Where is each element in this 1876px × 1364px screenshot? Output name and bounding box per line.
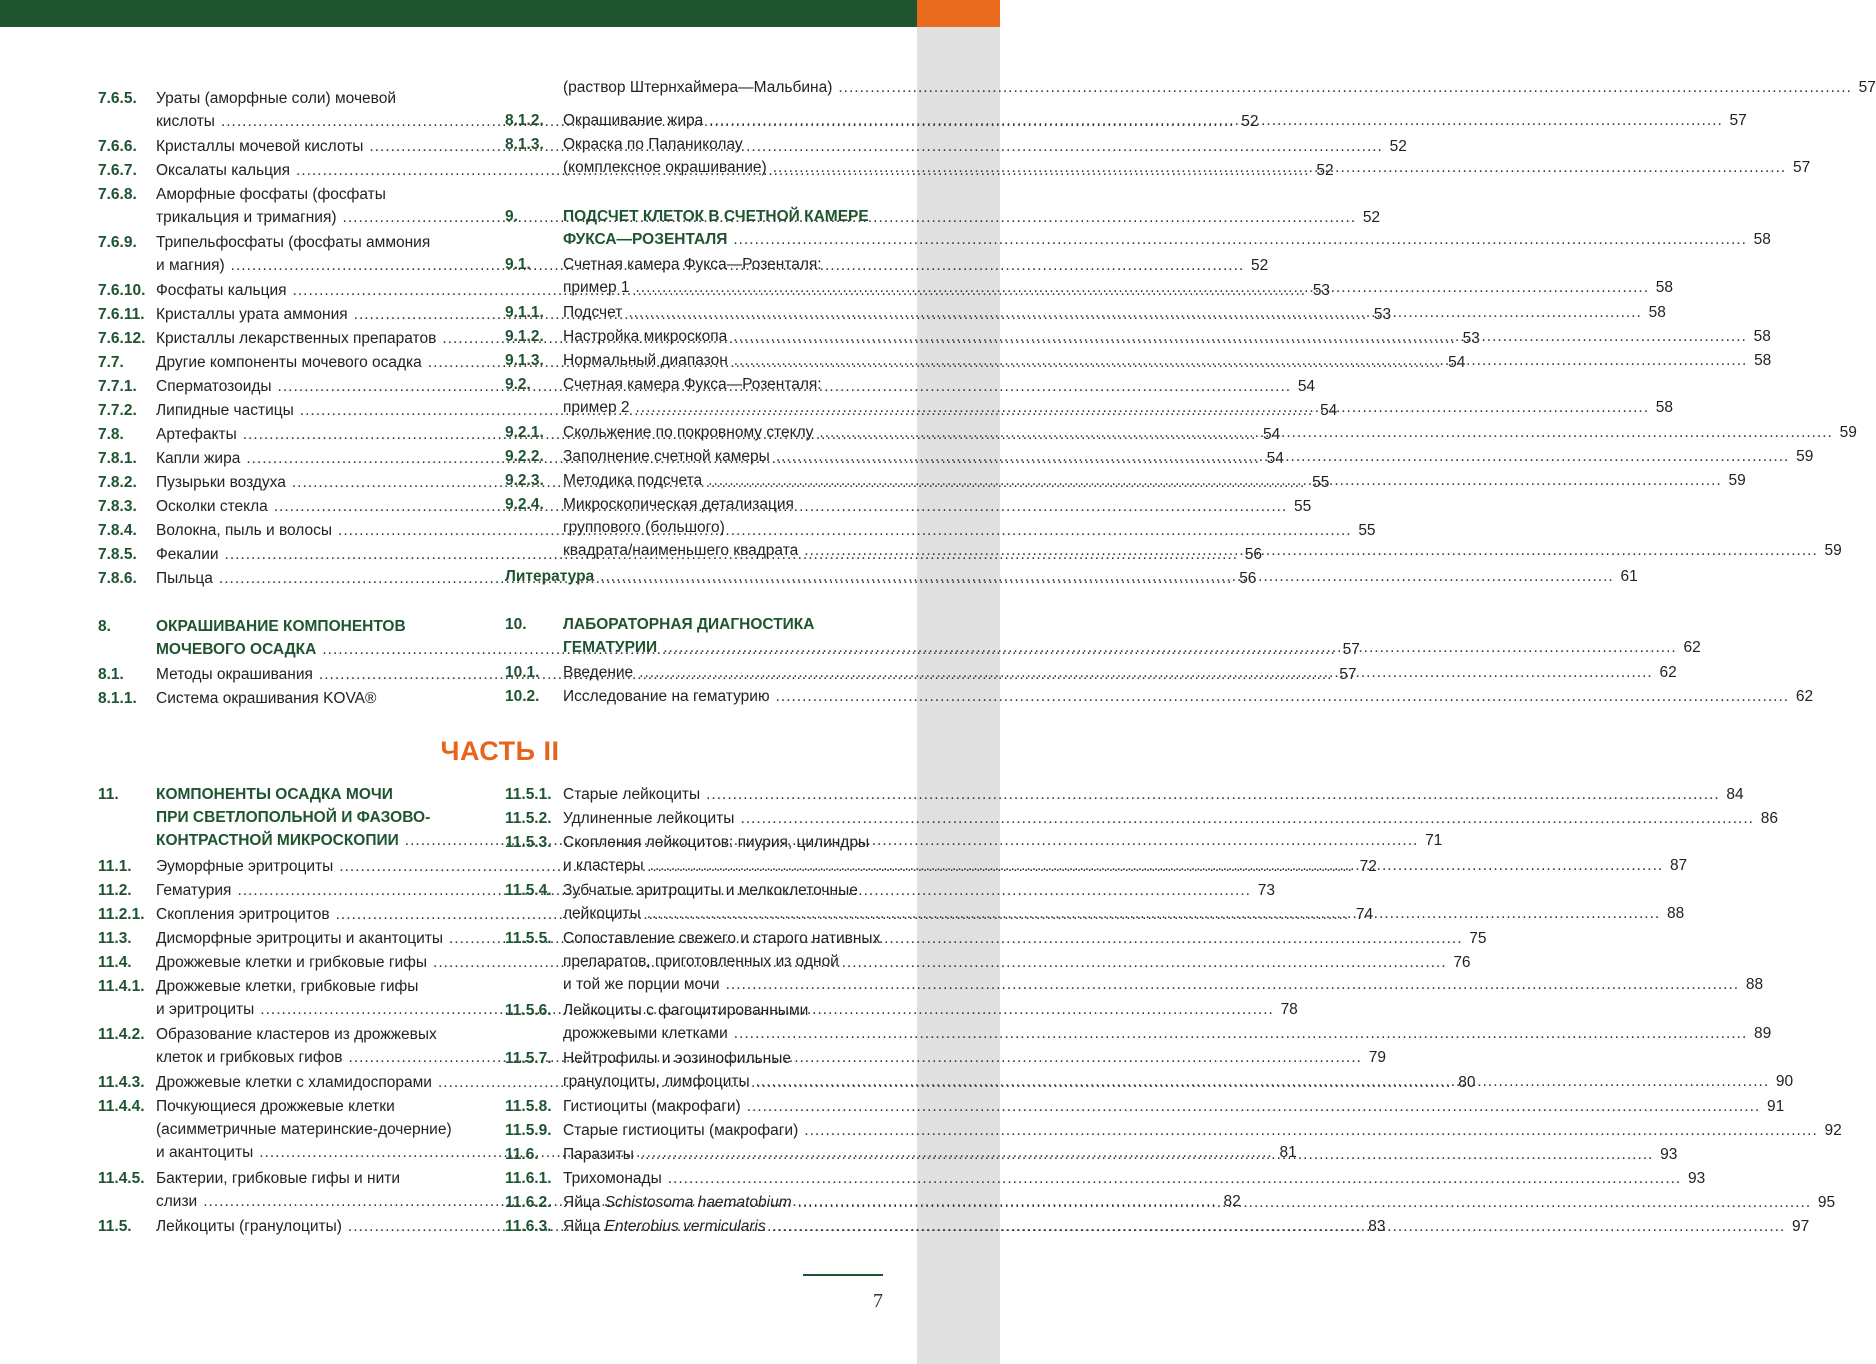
- toc-leader-dots: [733, 325, 1747, 348]
- toc-page-number: 75: [1469, 930, 1487, 947]
- toc-entry-number: 8.1.3.: [505, 136, 544, 153]
- toc-entry-number: 11.5.6.: [505, 1002, 552, 1019]
- toc-entry-title: КОНТРАСТНОЙ МИКРОСКОПИИ: [156, 832, 399, 849]
- toc-entry-title: Сперматозоиды: [156, 378, 272, 395]
- toc-entry-title: КОМПОНЕНТЫ ОСАДКА МОЧИ: [156, 786, 393, 803]
- toc-entry-title: Система окрашивания KOVA®: [156, 690, 377, 707]
- toc-entry-title: Введение: [563, 664, 634, 681]
- toc-leader-dots: [747, 1095, 1761, 1118]
- toc-leader-dots: [636, 276, 1650, 299]
- toc-entry-title: Исследование на гематурию: [563, 688, 770, 705]
- toc-entry[interactable]: [505, 783, 1744, 806]
- toc-entry-number: 11.5.5.: [505, 930, 552, 947]
- toc-entry-number: 11.3.: [98, 930, 132, 947]
- toc-leader-dots: [708, 469, 1722, 492]
- toc-leader-dots: [640, 1143, 1654, 1166]
- toc-entry-title: Трипельфосфаты (фосфаты аммония: [156, 234, 431, 251]
- toc-entry-title: Микроскопическая детализация: [563, 496, 794, 513]
- toc-page-number: 62: [1659, 664, 1677, 681]
- toc-entry-title: Фекалии: [156, 546, 219, 563]
- header-orange-tab: [917, 0, 1000, 27]
- toc-page-number: 91: [1766, 1098, 1785, 1115]
- toc-entry-number: 7.8.6.: [98, 570, 137, 587]
- toc-leader-dots: [772, 1215, 1786, 1238]
- toc-page-number: 55: [1358, 522, 1376, 539]
- toc-entry-number: 7.6.8.: [98, 186, 137, 203]
- toc-page-number: 84: [1726, 786, 1744, 803]
- toc-leader-dots: [628, 301, 1642, 324]
- toc-entry-title: Методы окрашивания: [156, 666, 313, 683]
- toc-entry-title: Заполнение счетной камеры: [563, 448, 770, 465]
- toc-page-number: 52: [1250, 257, 1269, 274]
- toc-entry-title: Нормальный диапазон: [563, 352, 728, 369]
- header-green-bar: [0, 0, 917, 27]
- toc-entry-number: 8.1.1.: [98, 690, 137, 707]
- toc-entry-number: 9.2.2.: [505, 448, 544, 465]
- toc-page-number: 54: [1297, 378, 1316, 395]
- toc-entry-number: 11.6.1.: [505, 1170, 552, 1187]
- toc-entry-number: 11.5.2.: [505, 810, 552, 827]
- toc-page-number: 80: [1458, 1074, 1476, 1091]
- toc-leader-dots: [798, 1191, 1812, 1214]
- toc-page-number: 59: [1839, 424, 1857, 441]
- toc-entry-title: лейкоциты: [563, 905, 641, 922]
- toc-entry-title: Пузырьки воздуха: [156, 474, 286, 491]
- toc-page-number: 59: [1796, 448, 1814, 465]
- toc-entry-title: Кристаллы урата аммония: [156, 306, 348, 323]
- toc-page-number: 73: [1257, 882, 1275, 899]
- toc-entry-title: ПРИ СВЕТЛОПОЛЬНОЙ И ФАЗОВО-: [156, 809, 431, 826]
- toc-entry-number: 11.5.9.: [505, 1122, 552, 1139]
- toc-entry-title: Гематурия: [156, 882, 232, 899]
- toc-entry-number: 10.1.: [505, 664, 540, 681]
- toc-page-number: 52: [1241, 113, 1259, 130]
- toc-entry-title: Дрожжевые клетки, грибковые гифы: [156, 978, 419, 995]
- toc-entry-number: 11.5.7.: [505, 1050, 552, 1067]
- toc-page-number: 54: [1320, 402, 1338, 419]
- toc-leader-dots: [804, 1119, 1818, 1142]
- toc-page-number: 59: [1824, 542, 1842, 559]
- toc-leader-dots: [756, 1070, 1770, 1093]
- toc-entry-number: 9.1.3.: [505, 352, 544, 369]
- toc-entry-number: 7.8.5.: [98, 546, 137, 563]
- toc-entry-title: группового (большого): [563, 519, 725, 536]
- toc-entry-title: Скопления лейкоцитов: пиурия, цилиндры: [563, 834, 870, 851]
- toc-entry-title: Бактерии, грибковые гифы и нити: [156, 1170, 400, 1187]
- toc-page-number: 57: [1792, 159, 1811, 176]
- toc-entry-number: 11.4.3.: [98, 1074, 145, 1091]
- toc-page-number: 62: [1795, 688, 1814, 705]
- toc-entry-number: 9.1.2.: [505, 328, 544, 345]
- toc-page-number: 61: [1620, 568, 1638, 585]
- toc-entry-number: 11.4.2.: [98, 1026, 145, 1043]
- toc-entry-title: Паразиты: [563, 1146, 634, 1163]
- toc-entry-title: Сопоставление свежего и старого нативных: [563, 930, 881, 947]
- toc-leader-dots: [804, 539, 1818, 562]
- toc-entry-number: 9.2.1.: [505, 424, 544, 441]
- toc-entry-title: Фосфаты кальция: [156, 282, 287, 299]
- toc-page-number: 90: [1775, 1073, 1794, 1090]
- toc-entry-title: Окрашивание жира: [563, 112, 704, 129]
- toc-entry-number: 11.4.5.: [98, 1170, 145, 1187]
- toc-leader-dots: [663, 636, 1677, 659]
- toc-entry-number: 7.7.1.: [98, 378, 137, 395]
- toc-entry-title: Дисморфные эритроциты и акантоциты: [156, 930, 443, 947]
- toc-entry-number: 9.1.1.: [505, 304, 544, 321]
- toc-entry-title: и акантоциты: [156, 1144, 254, 1161]
- toc-entry-title: Лейкоциты с фагоцитированными: [563, 1002, 809, 1019]
- toc-page-number: 81: [1279, 1144, 1297, 1161]
- toc-leader-dots: [706, 783, 1720, 806]
- toc-leader-dots: [819, 421, 1833, 444]
- toc-leader-dots: [709, 109, 1723, 132]
- toc-entry-number: 11.4.1.: [98, 978, 145, 995]
- toc-page-number: 62: [1683, 639, 1701, 656]
- toc-entry-title: Лейкоциты (гранулоциты): [156, 1218, 342, 1235]
- part-title: ЧАСТЬ II: [440, 736, 560, 766]
- toc-entry-title: Зубчатые эритроциты и мелкоклеточные: [563, 882, 858, 899]
- toc-entry-number: 11.4.4.: [98, 1098, 145, 1115]
- toc-page-number: 87: [1669, 857, 1688, 874]
- toc-entry[interactable]: [505, 1119, 1842, 1142]
- toc-entry-number: 7.8.: [98, 426, 124, 443]
- toc-entry-title: Дрожжевые клетки и грибковые гифы: [156, 954, 428, 971]
- toc-page-number: 56: [1244, 546, 1263, 563]
- toc-page-number: 97: [1792, 1218, 1810, 1235]
- toc-entry-title: пример 1: [563, 279, 630, 296]
- toc-entry-title: квадрата/наименьшего квадрата: [563, 542, 799, 559]
- toc-entry[interactable]: [505, 1167, 1706, 1190]
- toc-leader-dots: [773, 156, 1787, 179]
- toc-entry-title: Трихомонады: [563, 1170, 662, 1187]
- toc-entry-title: Липидные частицы: [156, 402, 294, 419]
- toc-entry-title: Эуморфные эритроциты: [156, 858, 334, 875]
- toc-entry-title: дрожжевыми клетками: [563, 1025, 728, 1042]
- toc-entry-title: Яйца Schistosoma haematobium: [563, 1194, 792, 1211]
- toc-entry-title: Кристаллы мочевой кислоты: [156, 138, 364, 155]
- toc-entry[interactable]: [505, 807, 1778, 830]
- toc-page-number: 53: [1462, 330, 1480, 347]
- toc-entry-number: 7.6.10.: [98, 282, 146, 299]
- toc-entry-title: Подсчет: [563, 304, 623, 321]
- toc-entry-title: гранулоциты, лимфоциты: [563, 1073, 750, 1090]
- toc-entry-title: и кластеры: [563, 857, 644, 874]
- toc-page-number: 79: [1368, 1049, 1386, 1066]
- toc-entry-number: 11.5.1.: [505, 786, 552, 803]
- toc-leader-dots: [639, 661, 1653, 684]
- toc-entry-title: (асимметричные материнские-дочерние): [156, 1121, 452, 1138]
- toc-page-number: 86: [1760, 810, 1778, 827]
- toc-entry-title: пример 2: [563, 399, 630, 416]
- toc-entry-title: Волокна, пыль и волосы: [156, 522, 333, 539]
- toc-entry-title: препаратов, приготовленных из одной: [563, 953, 839, 970]
- toc-page-number: 58: [1753, 328, 1771, 345]
- toc-entry-title: Оксалаты кальция: [156, 162, 291, 179]
- toc-leader-dots: [734, 1022, 1748, 1045]
- toc-entry-title: Яйца Enterobius vermicularis: [563, 1218, 766, 1235]
- toc-page-number: 74: [1355, 906, 1374, 923]
- toc-entry-number: 7.8.2.: [98, 474, 137, 491]
- toc-entry-number: 7.6.9.: [98, 234, 137, 251]
- toc-entry-number: 10.: [505, 616, 527, 633]
- toc-leader-dots: [650, 854, 1664, 877]
- toc-page-number: 54: [1266, 450, 1284, 467]
- toc-entry-title: Скопления эритроцитов: [156, 906, 330, 923]
- toc-entry-number: 11.2.: [98, 882, 132, 899]
- toc-page-number: 55: [1312, 474, 1330, 491]
- toc-page-number: 89: [1754, 1025, 1772, 1042]
- toc-page-number: 57: [1342, 641, 1360, 658]
- toc-leader-dots: [600, 565, 1614, 588]
- toc-entry-number: 8.1.2.: [505, 112, 544, 129]
- toc-page-number: 82: [1223, 1193, 1241, 1210]
- toc-entry-title: Старые лейкоциты: [563, 786, 701, 803]
- toc-entry-number: 9.2.4.: [505, 496, 544, 513]
- toc-entry-title: ОКРАШИВАНИЕ КОМПОНЕНТОВ: [156, 618, 406, 635]
- toc-entry-title: МОЧЕВОГО ОСАДКА: [156, 641, 317, 658]
- toc-entry-number: 11.5.: [98, 1218, 132, 1235]
- toc-page-number: 58: [1753, 231, 1771, 248]
- toc-entry-title: Скольжение по покровному стеклу: [563, 424, 814, 441]
- toc-entry-number: 7.8.4.: [98, 522, 137, 539]
- toc-entry-number: 7.8.3.: [98, 498, 137, 515]
- toc-page-number: 88: [1745, 976, 1764, 993]
- toc-entry-title: Почкующиеся дрожжевые клетки: [156, 1098, 395, 1115]
- toc-entry-title: кислоты: [156, 113, 215, 130]
- page-number: 7: [873, 1290, 883, 1312]
- toc-entry-number: 11.5.3.: [505, 834, 552, 851]
- toc-entry[interactable]: [98, 687, 476, 710]
- toc-page-number: 58: [1648, 304, 1666, 321]
- toc-leader-dots: [734, 349, 1748, 372]
- toc-entry-number: 9.2.: [505, 376, 531, 393]
- toc-entry-title: ПОДСЧЕТ КЛЕТОК В СЧЕТНОЙ КАМЕРЕ: [563, 208, 869, 225]
- toc-entry-title: (раствор Штернхаймера—Мальбина): [563, 79, 833, 96]
- toc-page-number: 58: [1655, 399, 1674, 416]
- toc-leader-dots: [636, 396, 1650, 419]
- toc-entry-number: 7.6.6.: [98, 138, 137, 155]
- toc-entry-title: Гистиоциты (макрофаги): [563, 1098, 741, 1115]
- toc-leader-dots: [726, 973, 1740, 996]
- toc-entry-title: Дрожжевые клетки с хламидоспорами: [156, 1074, 432, 1091]
- toc-page-number: 83: [1368, 1218, 1386, 1235]
- toc-entry-title: Ураты (аморфные соли) мочевой: [156, 90, 397, 107]
- toc-page-number: 53: [1373, 306, 1392, 323]
- toc-entry-title: Старые гистиоциты (макрофаги): [563, 1122, 799, 1139]
- toc-page-number: 93: [1660, 1146, 1678, 1163]
- toc-leader-dots: [740, 807, 1754, 830]
- toc-leader-dots: [733, 228, 1747, 251]
- toc-page-number: 52: [1316, 162, 1334, 179]
- toc-page-number: 78: [1280, 1001, 1298, 1018]
- toc-entry-number: 11.5.8.: [505, 1098, 552, 1115]
- toc-entry-number: 8.1.: [98, 666, 124, 683]
- toc-page-number: 59: [1728, 472, 1746, 489]
- toc-entry-number: 9.: [505, 208, 518, 225]
- toc-entry-title: Пыльца: [156, 570, 213, 587]
- toc-entry-title: Счетная камера Фукса—Розенталя:: [563, 256, 822, 273]
- toc-entry-number: 10.2.: [505, 688, 540, 705]
- toc-page-number: 95: [1817, 1194, 1836, 1211]
- toc-page-number: 52: [1362, 209, 1381, 226]
- toc-page-number: 71: [1425, 832, 1443, 849]
- toc-entry-number: 11.1.: [98, 858, 132, 875]
- toc-entry-number: 9.2.3.: [505, 472, 544, 489]
- toc-entry-title: Другие компоненты мочевого осадка: [156, 354, 422, 371]
- toc-entry-title: Осколки стекла: [156, 498, 268, 515]
- toc-entry-title: ГЕМАТУРИИ: [563, 639, 658, 656]
- toc-entry-number: 7.7.2.: [98, 402, 137, 419]
- toc-page-number: 56: [1239, 570, 1257, 587]
- toc-entry-title: Удлиненные лейкоциты: [563, 810, 735, 827]
- toc-entry-title: (комплексное окрашивание): [563, 159, 767, 176]
- toc-page-number: 57: [1339, 666, 1357, 683]
- toc-page-number: 72: [1359, 858, 1377, 875]
- toc-entry-title: трикальция и тримагния): [156, 209, 337, 226]
- toc-entry-number: 7.6.12.: [98, 330, 146, 347]
- toc-page-number: 58: [1754, 352, 1772, 369]
- toc-entry-title: ФУКСА—РОЗЕНТАЛЯ: [563, 231, 728, 248]
- toc-page-number: 92: [1824, 1122, 1842, 1139]
- toc-page-number: 57: [1858, 79, 1876, 96]
- toc-entry[interactable]: [505, 76, 1876, 99]
- toc-entry-number: 8.: [98, 618, 111, 635]
- toc-entry-title: Образование кластеров из дрожжевых: [156, 1026, 437, 1043]
- toc-entry-title: Настройка микроскопа: [563, 328, 728, 345]
- toc-entry-number: 11.4.: [98, 954, 132, 971]
- toc-entry[interactable]: [505, 1095, 1785, 1118]
- toc-page-number: 93: [1688, 1170, 1706, 1187]
- toc-entry-number: 11.6.3.: [505, 1218, 552, 1235]
- toc-entry-number: 7.6.5.: [98, 90, 137, 107]
- toc-page-number: 54: [1448, 354, 1466, 371]
- toc-entry-title: ЛАБОРАТОРНАЯ ДИАГНОСТИКА: [563, 616, 815, 633]
- toc-entry-number: 7.8.1.: [98, 450, 137, 467]
- toc-entry-title: и той же порции мочи: [563, 976, 720, 993]
- toc-entry-number: 11.6.: [505, 1146, 539, 1163]
- toc-entry-number: 11.: [98, 786, 119, 803]
- toc-entry-title: Методика подсчета: [563, 472, 703, 489]
- toc-leader-dots: [838, 76, 1852, 99]
- toc-page-number: 55: [1294, 498, 1312, 515]
- toc-entry-title: клеток и грибковых гифов: [156, 1049, 343, 1066]
- toc-entry-title: и эритроциты: [156, 1001, 255, 1018]
- toc-entry-title: и магния): [156, 257, 225, 274]
- toc-page-number: 76: [1453, 954, 1471, 971]
- toc-entry-number: 11.6.2.: [505, 1194, 552, 1211]
- toc-entry-number: 7.6.7.: [98, 162, 137, 179]
- toc-entry-title: Капли жира: [156, 450, 241, 467]
- toc-entry-number: 11.2.1.: [98, 906, 145, 923]
- toc-page-number: 52: [1389, 138, 1407, 155]
- toc-entry-number: 7.6.11.: [98, 306, 145, 323]
- footer-rule: [803, 1274, 883, 1276]
- toc-leader-dots: [776, 445, 1790, 468]
- toc-entry-title: Нейтрофилы и эозинофильные: [563, 1050, 792, 1067]
- toc-leader-dots: [647, 902, 1661, 925]
- toc-page-number: 88: [1666, 905, 1685, 922]
- toc-entry-number: 7.7.: [98, 354, 124, 371]
- toc-entry[interactable]: [505, 685, 1814, 708]
- toc-page-number: 54: [1263, 426, 1281, 443]
- toc-entry-title: слизи: [156, 1193, 198, 1210]
- toc-entry-number: 11.5.4.: [505, 882, 552, 899]
- toc-page-number: 57: [1729, 112, 1747, 129]
- toc-entry-title: Литература: [505, 568, 595, 585]
- toc-entry-title: Аморфные фосфаты (фосфаты: [156, 186, 386, 203]
- toc-leader-dots: [668, 1167, 1682, 1190]
- toc-entry-title: Окраска по Папаниколау: [563, 136, 743, 153]
- toc-entry-title: Кристаллы лекарственных препаратов: [156, 330, 437, 347]
- toc-page-number: 53: [1312, 282, 1331, 299]
- toc-entry-number: 9.1.: [505, 256, 531, 273]
- toc-entry-title: Артефакты: [156, 426, 237, 443]
- toc-leader-dots: [776, 685, 1790, 708]
- toc-page-number: 58: [1655, 279, 1674, 296]
- toc-entry-title: Счетная камера Фукса—Розенталя:: [563, 376, 822, 393]
